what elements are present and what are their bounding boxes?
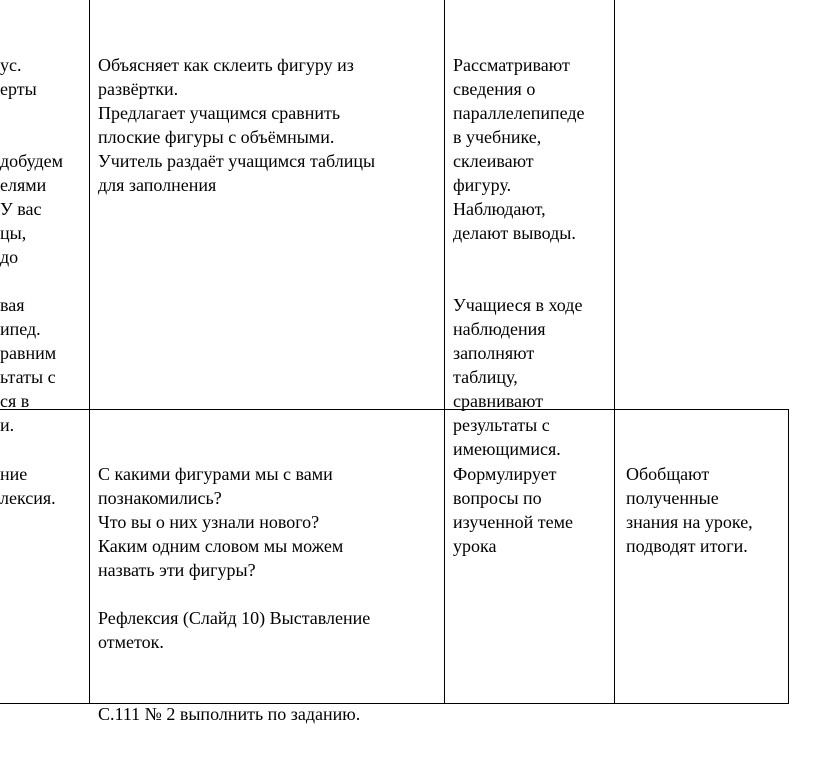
row1-col2-line: плоские фигуры с объёмными. (98, 127, 335, 147)
row1-col3-line: Наблюдают, (453, 199, 546, 219)
row1-col3-line (453, 269, 613, 293)
row1-col3-line (453, 245, 613, 269)
row2-col1-line: ние (0, 464, 28, 484)
row1-col1-line: ипед. (0, 319, 41, 339)
row1-col1-line: ьтаты с (0, 367, 56, 387)
row2-col3-line: изученной теме (453, 512, 574, 532)
row2-col2-line: назвать эти фигуры? (98, 560, 256, 580)
row1-col1-line: и. (0, 415, 15, 435)
row2-col1-cell (0, 414, 88, 558)
row1-col3-line: Учащиеся в ходе (453, 295, 583, 315)
row1-col2-line: Предлагает учащимся сравнить (98, 103, 341, 123)
row1-col3-line: фигуру. (453, 175, 512, 195)
row1-col3-line: наблюдения (453, 319, 546, 339)
row1-col1-cell (0, 5, 88, 435)
row2-col3-line: урока (453, 536, 497, 556)
row2-col2-line (98, 678, 438, 702)
row1-col2-cell (98, 5, 438, 245)
row1-col3-line: параллелепипеде (453, 103, 585, 123)
row1-col1-line: равним (0, 343, 57, 363)
row1-col1-line: елями (0, 175, 47, 195)
row2-col3-cell (453, 414, 613, 606)
row2-col2-line: Каким одним словом мы можем (98, 536, 344, 556)
row2-col4-line: знания на уроке, (626, 512, 753, 532)
row1-col1-line (0, 101, 88, 125)
row1-col3-line: склеивают (453, 151, 534, 171)
row1-col1-line: У вас (0, 199, 42, 219)
row2-col3-line: Формулирует (453, 464, 557, 484)
row2-col2-line: Что вы о них узнали нового? (98, 512, 320, 532)
row2-col2-line: Рефлексия (Слайд 10) Выставление (98, 608, 371, 628)
row2-col1-line: лексия. (0, 488, 56, 508)
row2-col2-line (98, 582, 438, 606)
row2-col2-line (98, 654, 438, 678)
row1-col1-line: ерты (0, 79, 37, 99)
row1-col2-line: для заполнения (98, 175, 217, 195)
row1-col1-line: вая (0, 295, 25, 315)
row1-col1-line: ус. (0, 55, 22, 75)
row2-col2-line: познакомились? (98, 488, 222, 508)
table-border-col3-right-row1 (614, 0, 615, 410)
row1-col3-line: делают выводы. (453, 223, 576, 243)
row1-col3-line: результаты с (453, 415, 550, 435)
row2-col4-cell (626, 414, 786, 606)
row1-col1-line: ся в (0, 391, 30, 411)
row1-col3-line: имеющимися. (453, 439, 561, 459)
row1-col1-line: добудем (0, 151, 64, 171)
row1-col3-line: заполняют (453, 343, 535, 363)
row2-col3-line: вопросы по (453, 488, 542, 508)
row1-col1-line (0, 269, 88, 293)
table-border-col1-right (89, 0, 90, 704)
row2-col2-line: С какими фигурами мы с вами (98, 464, 333, 484)
row1-col3-line: сведения о (453, 79, 536, 99)
row1-col3-line: Рассматривают (453, 55, 570, 75)
row1-col1-line (0, 125, 88, 149)
row1-col2-line: Учитель раздаёт учащимся таблицы (98, 151, 376, 171)
row1-col3-line: таблицу, (453, 367, 518, 387)
table-border-row-divider (0, 409, 789, 410)
table-border-col3-right-row2 (614, 410, 615, 704)
row2-col2-cell (98, 414, 438, 774)
row1-col2-line: Объясняет как склеить фигуру из (98, 55, 354, 75)
table-border-col2-right (444, 0, 445, 704)
table-border-col4-right (788, 410, 789, 704)
row2-col4-line: Обобщают (626, 464, 710, 484)
row2-col2-line: С.111 № 2 выполнить по заданию. (98, 704, 361, 724)
row2-col4-line: полученные (626, 488, 719, 508)
row2-col2-line: отметок. (98, 632, 164, 652)
row2-col4-line: подводят итоги. (626, 536, 748, 556)
row1-col3-line: сравнивают (453, 391, 544, 411)
row1-col1-line: цы, (0, 223, 27, 243)
row1-col3-line: в учебнике, (453, 127, 542, 147)
row1-col1-line: до (0, 247, 19, 267)
row1-col2-line: развёртки. (98, 79, 179, 99)
